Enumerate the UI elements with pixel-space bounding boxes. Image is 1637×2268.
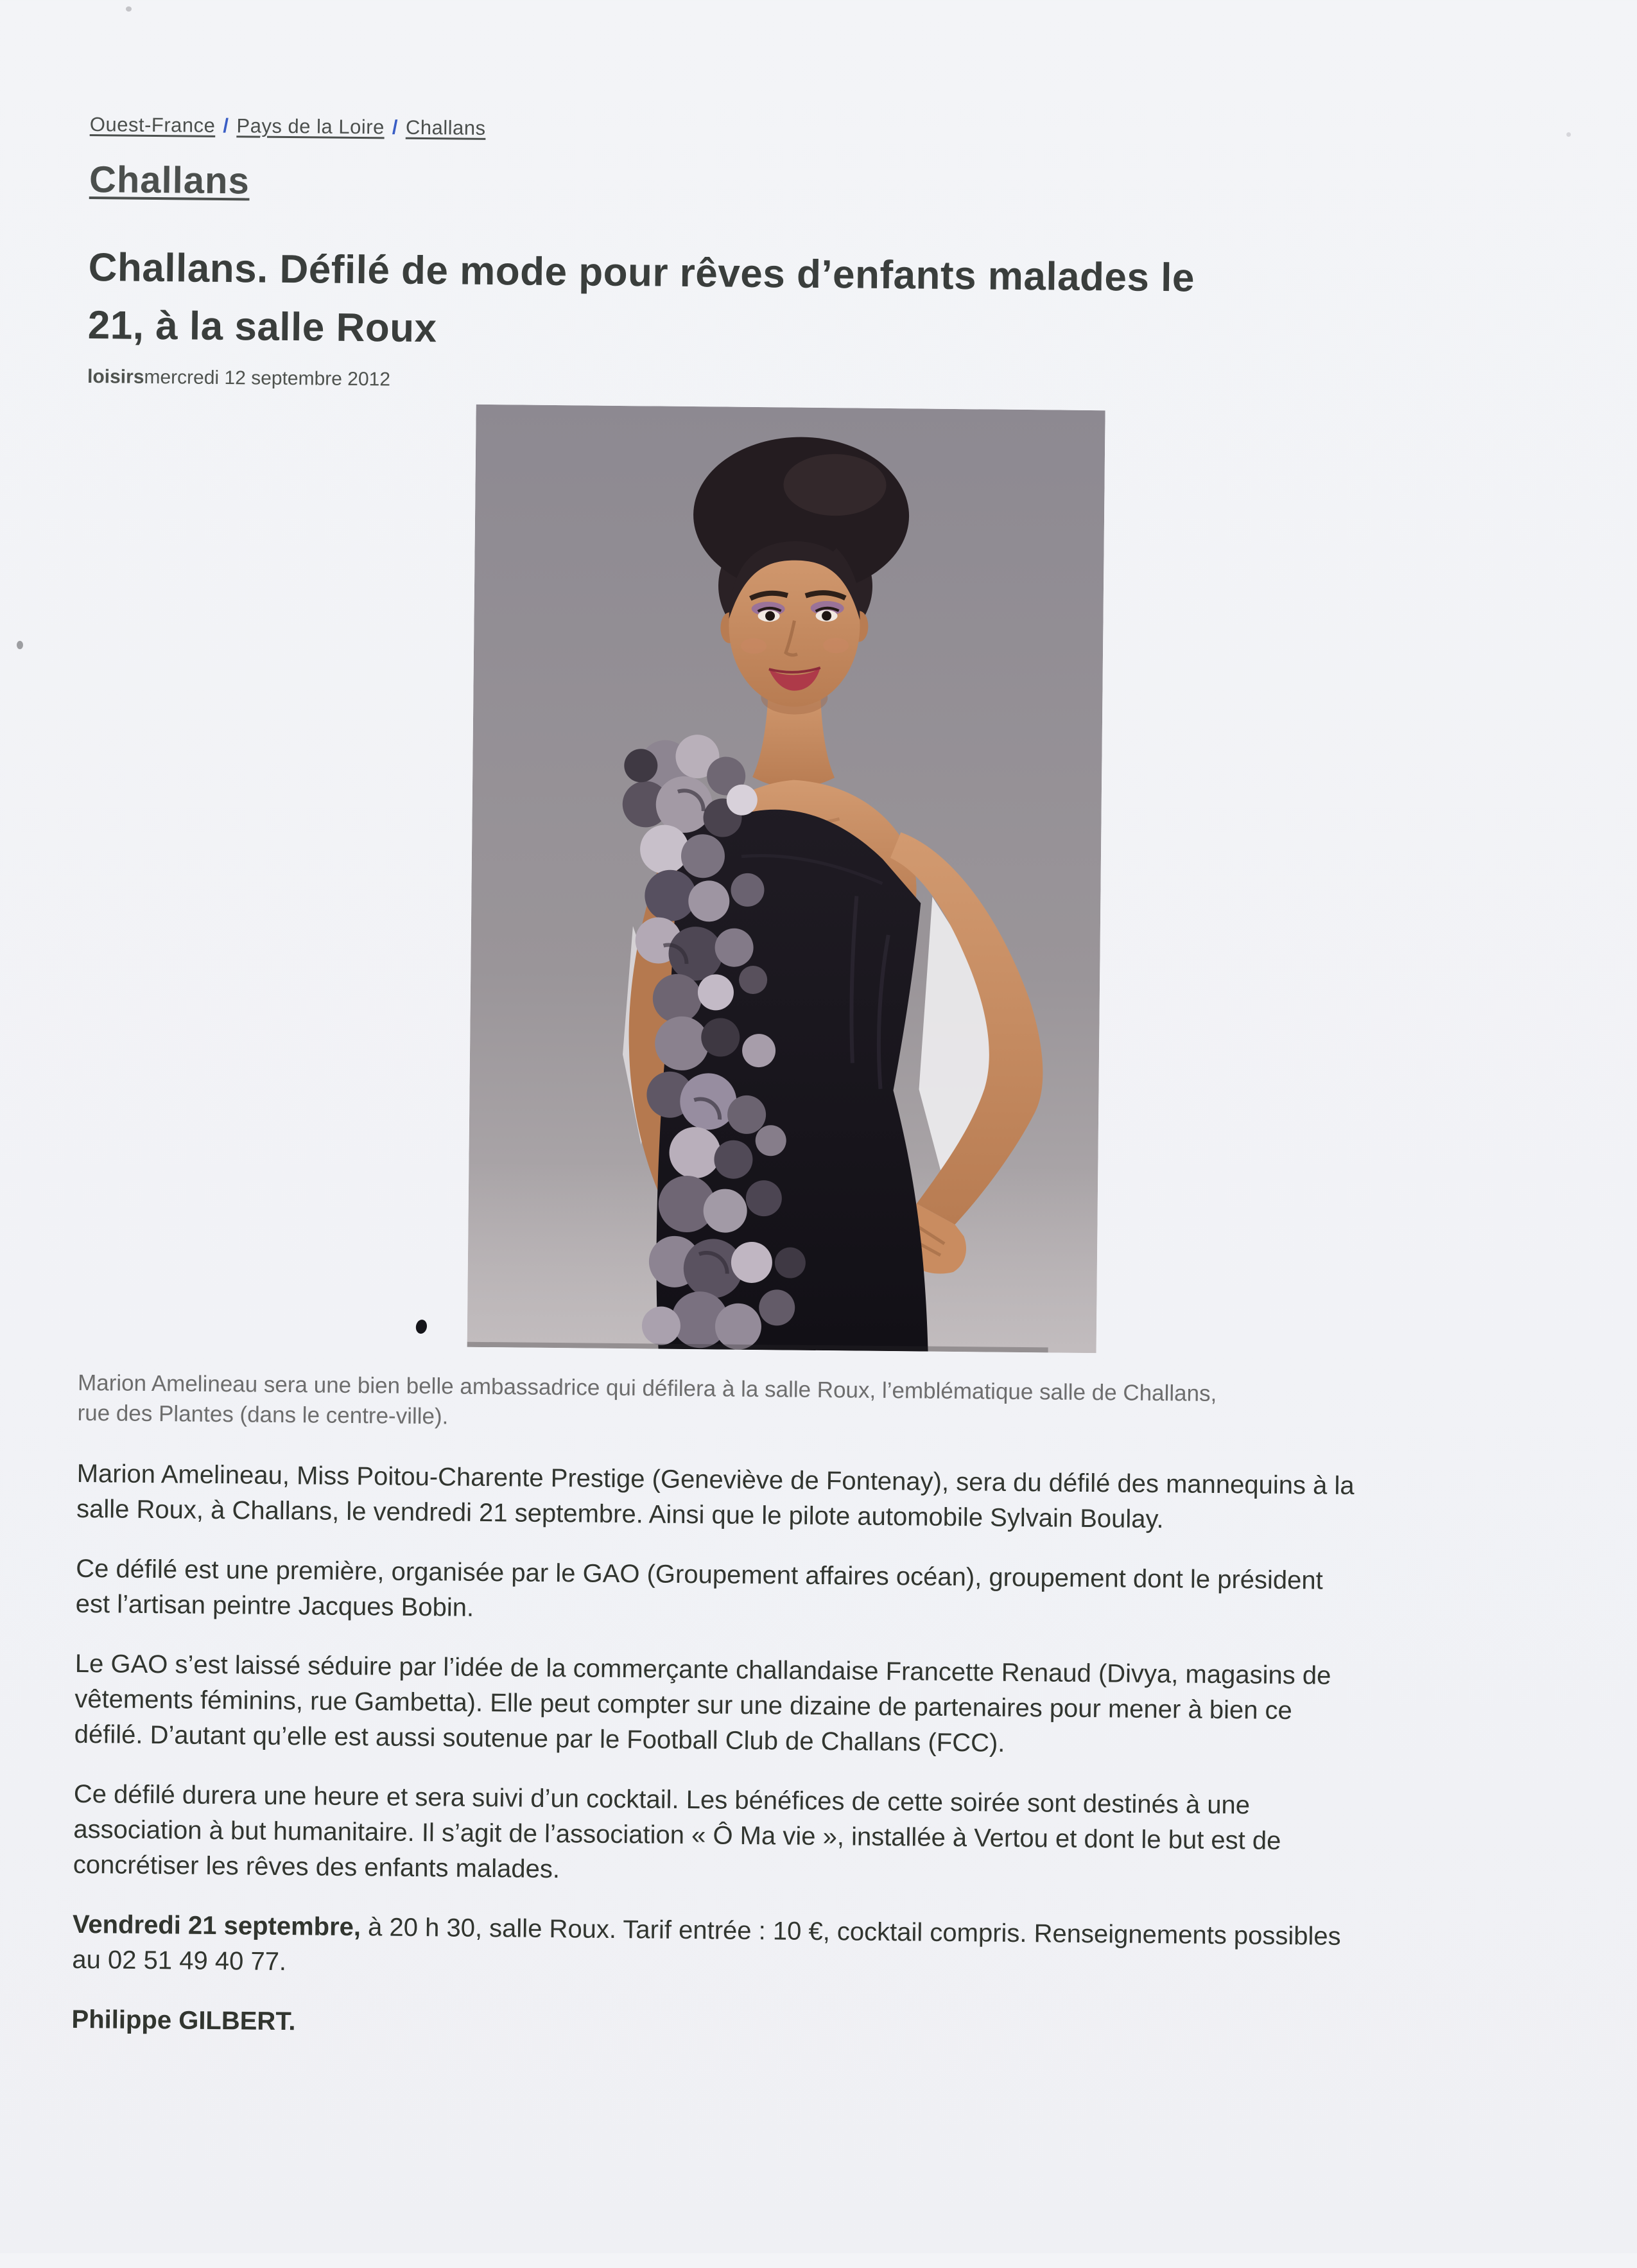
article-photo	[467, 405, 1105, 1353]
paragraph-2: Ce défilé est une première, organisée par le GAO (Groupement affaires océan), groupement dont le président est l’artisan peintre Jacques Bobin.	[75, 1554, 1323, 1622]
article-title: Challans. Défilé de mode pour rêves d’enfants malades le 21, à la salle Roux	[87, 245, 1195, 351]
breadcrumb-separator: /	[223, 114, 229, 137]
section-heading	[89, 158, 250, 202]
event-details: à 20 h 30, salle Roux. Tarif entrée : 10 €, cocktail compris. Renseignements possibles au 02 51 49 40 77.	[72, 1913, 1341, 1976]
figure-list-bullet	[415, 1319, 428, 1335]
model-portrait-illustration	[467, 405, 1105, 1353]
photo-caption: Marion Amelineau sera une bien belle ambassadrice qui défilera à la salle Roux, l’emblématique salle de Challans, rue des Plantes (dans le centre-ville).	[77, 1370, 1217, 1429]
breadcrumb	[90, 113, 486, 140]
breadcrumb-link-challans[interactable]: Challans	[405, 116, 486, 139]
article-body	[71, 1456, 1592, 2077]
event-date-lead: Vendredi 21 septembre,	[72, 1910, 361, 1942]
meta-category: loisirs	[87, 365, 144, 388]
scan-speck	[1566, 132, 1571, 137]
paragraph-1: Marion Amelineau, Miss Poitou-Charente Prestige (Geneviève de Fontenay), sera du défilé des mannequins à la salle Roux, à Challans, le vendredi 21 septembre. Ainsi que le pilote automobile Sylvain Boulay.	[76, 1459, 1355, 1534]
paragraph-5-event	[72, 1907, 1588, 1993]
paragraph-4: Ce défilé durera une heure et sera suivi d’un cocktail. Les bénéfices de cette soirée sont destinés à une association à but humanitaire. Il s’agit de l’association « Ô Ma vie », installée à Vertou et dont le but est de concrétiser les rêves des enfants malades.	[73, 1779, 1281, 1884]
scan-speck	[17, 641, 23, 649]
paragraph-3: Le GAO s’est laissé séduire par l’idée de la commerçante challandaise Francette Renaud (Divya, magasins de vêtements féminins, rue Gambetta). Elle peut compter sur une dizaine de partenaires pour mener à bien ce défilé. D’autant qu’elle est aussi soutenue par le Football Club de Challans (FCC).	[74, 1649, 1331, 1758]
scan-speck	[126, 6, 132, 12]
breadcrumb-link-ouest-france[interactable]: Ouest-France	[89, 113, 216, 137]
article-meta	[87, 366, 390, 391]
section-heading-link[interactable]: Challans	[89, 158, 250, 202]
meta-date: mercredi 12 septembre 2012	[144, 366, 391, 390]
author-byline: Philippe GILBERT.	[71, 2005, 296, 2036]
breadcrumb-separator: /	[392, 116, 399, 139]
breadcrumb-link-pays-de-la-loire[interactable]: Pays de la Loire	[236, 114, 385, 139]
